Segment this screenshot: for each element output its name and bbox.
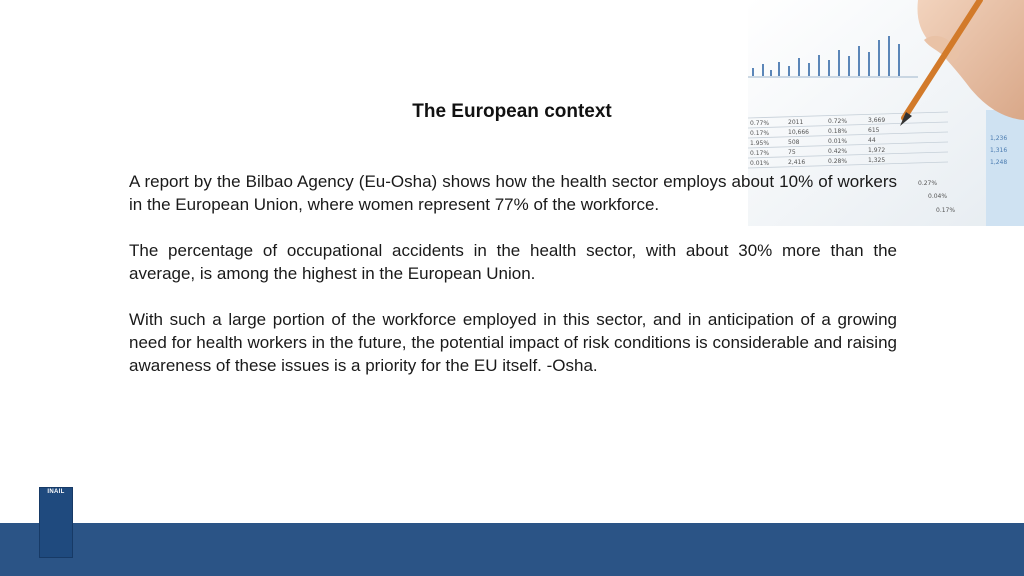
svg-text:0.17%: 0.17% bbox=[750, 150, 770, 157]
svg-text:3,669: 3,669 bbox=[868, 117, 886, 124]
svg-text:615: 615 bbox=[868, 127, 880, 134]
svg-text:2,416: 2,416 bbox=[788, 159, 806, 166]
svg-text:1,972: 1,972 bbox=[868, 147, 886, 154]
svg-text:0.01%: 0.01% bbox=[750, 160, 770, 167]
svg-text:44: 44 bbox=[868, 137, 876, 144]
logo-text: INAIL bbox=[47, 489, 65, 495]
footer-bar bbox=[0, 523, 1024, 576]
svg-text:1,248: 1,248 bbox=[990, 159, 1008, 166]
svg-text:0.72%: 0.72% bbox=[828, 118, 848, 125]
svg-text:1.95%: 1.95% bbox=[750, 140, 770, 147]
svg-text:0.27%: 0.27% bbox=[918, 180, 938, 187]
paragraph-eu-osha-report: A report by the Bilbao Agency (Eu-Osha) shows how the health sector employs about 10% of workers in the European Union, where women represent 77% of the workforce. bbox=[129, 172, 897, 214]
svg-text:1,325: 1,325 bbox=[868, 157, 886, 164]
svg-text:508: 508 bbox=[788, 139, 800, 146]
svg-text:0.77%: 0.77% bbox=[750, 120, 770, 127]
svg-text:0.28%: 0.28% bbox=[828, 158, 848, 165]
slide-body bbox=[129, 170, 897, 400]
svg-text:0.17%: 0.17% bbox=[750, 130, 770, 137]
inail-logo bbox=[39, 487, 73, 558]
svg-text:10,666: 10,666 bbox=[788, 129, 809, 136]
paragraph-occupational-accidents: The percentage of occupational accidents in the health sector, with about 30% more than the average, is among the highest in the European Union. bbox=[129, 241, 897, 283]
svg-text:1,236: 1,236 bbox=[990, 135, 1008, 142]
svg-text:75: 75 bbox=[788, 149, 796, 156]
svg-text:0.17%: 0.17% bbox=[936, 207, 956, 214]
svg-text:0.42%: 0.42% bbox=[828, 148, 848, 155]
svg-text:1,316: 1,316 bbox=[990, 147, 1008, 154]
svg-text:0.04%: 0.04% bbox=[928, 193, 948, 200]
svg-text:2011: 2011 bbox=[788, 119, 804, 126]
slide-title: The European context bbox=[412, 101, 612, 122]
svg-text:0.18%: 0.18% bbox=[828, 128, 848, 135]
paragraph-risk-awareness: With such a large portion of the workforce employed in this sector, and in anticipation of a growing need for health workers in the future, the potential impact of risk conditions is considerable and raising awareness of these issues is a priority for the EU itself. -Osha. bbox=[129, 310, 897, 375]
svg-text:0.01%: 0.01% bbox=[828, 138, 848, 145]
